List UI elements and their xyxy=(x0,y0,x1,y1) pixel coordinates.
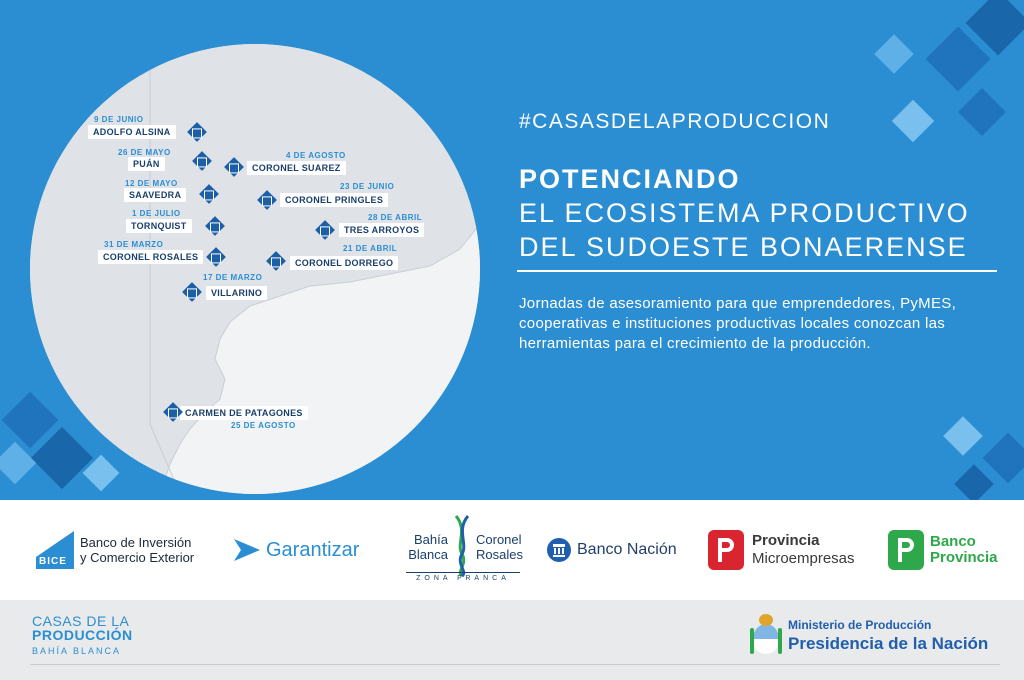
location-name: TRES ARROYOS xyxy=(339,223,424,237)
banco-nacion-name: Banco Nación xyxy=(577,541,677,558)
banco-provincia-mark-icon xyxy=(888,530,924,570)
garantizar-name: Garantizar xyxy=(266,538,360,561)
decor-diamond xyxy=(892,100,934,142)
footer-brand xyxy=(32,614,133,658)
location-name: PUÁN xyxy=(128,157,165,171)
hashtag: #CASASDELAPRODUCCION xyxy=(519,110,831,133)
decor-diamond xyxy=(954,464,994,500)
garantizar-logo xyxy=(232,520,359,580)
divider xyxy=(517,270,997,272)
zona-franca-left-1: Bahía xyxy=(414,532,448,547)
location-name: VILLARINO xyxy=(206,286,267,300)
provincia-microempresas-logo xyxy=(708,520,855,580)
banco-provincia-line-1: Banco xyxy=(930,533,976,550)
headline-line-3: DEL SUDOESTE BONAERENSE xyxy=(519,232,968,262)
bice-line-2: y Comercio Exterior xyxy=(80,550,195,565)
headline-line-2: EL ECOSISTEMA PRODUCTIVO xyxy=(519,198,970,228)
location-name: CARMEN DE PATAGONES xyxy=(180,406,308,420)
provincia-micro-line-1: Provincia xyxy=(752,532,820,549)
bice-logo xyxy=(36,520,194,580)
bice-mark-text: BICE xyxy=(39,556,67,567)
footer-divider xyxy=(30,664,1000,665)
location-date: 26 DE MAYO xyxy=(118,148,171,157)
location-date: 4 DE AGOSTO xyxy=(286,151,346,160)
footer-brand-line-2: PRODUCCIÓN xyxy=(32,627,133,643)
zona-franca-right-1: Coronel xyxy=(476,532,522,547)
location-name: TORNQUIST xyxy=(126,219,192,233)
sponsor-logos xyxy=(0,500,1024,600)
zona-franca-logo xyxy=(404,512,522,588)
location-date: 12 DE MAYO xyxy=(125,179,178,188)
footer xyxy=(0,600,1024,680)
ministry-name: Ministerio de Producción xyxy=(788,618,932,632)
decor-diamond xyxy=(983,433,1024,484)
garantizar-arrow-icon xyxy=(232,535,262,565)
footer-brand-line-1: CASAS DE LA xyxy=(32,613,130,629)
location-name: CORONEL DORREGO xyxy=(290,256,398,270)
location-date: 9 DE JUNIO xyxy=(94,115,144,124)
footer-brand-line-3: BAHÍA BLANCA xyxy=(32,646,122,656)
decor-diamond xyxy=(958,88,1006,136)
location-name: CORONEL PRINGLES xyxy=(280,193,388,207)
zona-franca-right-2: Rosales xyxy=(476,547,523,562)
location-name: CORONEL ROSALES xyxy=(98,250,203,264)
bank-building-icon xyxy=(547,538,571,562)
location-name: SAAVEDRA xyxy=(124,188,186,202)
location-date: 21 DE ABRIL xyxy=(343,244,398,253)
decor-diamond xyxy=(874,34,914,74)
location-date: 31 DE MARZO xyxy=(104,240,164,249)
banco-provincia-logo xyxy=(888,520,998,580)
location-name: CORONEL SUAREZ xyxy=(247,161,346,175)
bice-mark-icon xyxy=(36,531,74,569)
decor-diamond xyxy=(943,416,983,456)
location-date: 1 DE JULIO xyxy=(132,209,181,218)
zona-franca-left-2: Blanca xyxy=(408,547,448,562)
zona-franca-bottom: ZONA FRANCA xyxy=(406,572,520,582)
zona-franca-helix-icon xyxy=(452,514,472,578)
provincia-red-mark-icon xyxy=(708,530,744,570)
location-date: 23 DE JUNIO xyxy=(340,182,395,191)
description: Jornadas de asesoramiento para que emprendedores, PyMES, cooperativas e instituciones productivas locales conozcan las herramientas para el crecimiento de la producción. xyxy=(519,295,957,352)
location-date: 17 DE MARZO xyxy=(203,273,263,282)
banco-provincia-line-2: Provincia xyxy=(930,549,998,566)
banco-nacion-logo xyxy=(547,520,677,580)
national-emblem-icon xyxy=(750,614,782,658)
headline-line-1: POTENCIANDO xyxy=(519,164,741,194)
provincia-micro-line-2: Microempresas xyxy=(752,550,855,567)
bice-line-1: Banco de Inversión xyxy=(80,535,192,550)
location-name: ADOLFO ALSINA xyxy=(88,125,176,139)
location-date: 28 DE ABRIL xyxy=(368,213,423,222)
location-date: 25 DE AGOSTO xyxy=(231,421,296,430)
presidency-name: Presidencia de la Nación xyxy=(788,634,989,653)
